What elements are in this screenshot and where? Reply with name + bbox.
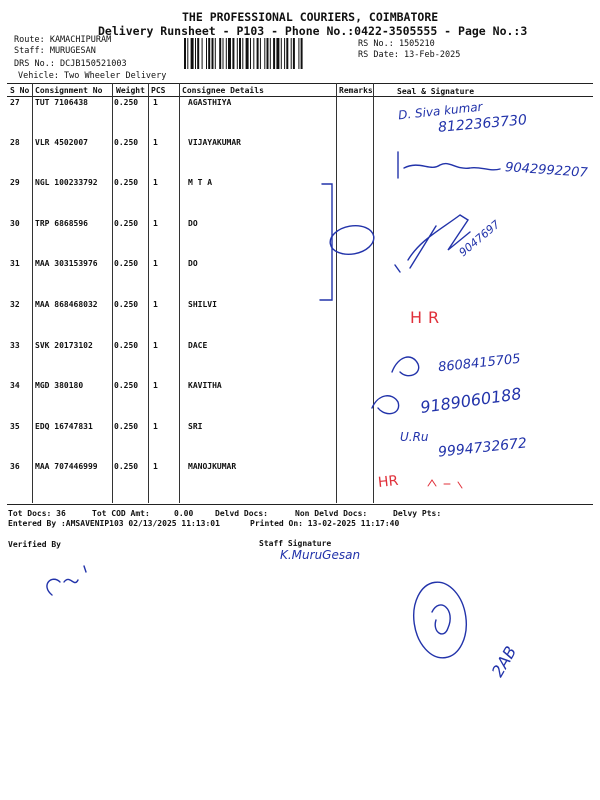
row-pcs: 1	[153, 219, 158, 228]
row-weight: 0.250	[114, 98, 139, 107]
row-weight: 0.250	[114, 300, 139, 309]
drs-number: DRS No.: DCJB150521003	[14, 59, 127, 69]
row-sno: 30	[10, 219, 20, 228]
rs-number: RS No.: 1505210	[358, 39, 435, 49]
row-consignee-name: SHILVI	[188, 300, 217, 309]
row-pcs: 1	[153, 178, 158, 187]
signature-row-27: D. Siva kumar	[397, 99, 484, 123]
row-sno: 28	[10, 138, 20, 147]
row-consignee-name: DO	[188, 259, 198, 268]
row-consignment-no: SVK 20173102	[35, 341, 93, 350]
phone-row-27: 8122363730	[437, 112, 528, 136]
phone-row-35: 9994732672	[437, 435, 528, 461]
row-sno: 36	[10, 462, 20, 471]
staff-signature-label: Staff Signature	[259, 539, 332, 548]
row-weight: 0.250	[114, 138, 139, 147]
row-consignment-no: MAA 303153976	[35, 259, 98, 268]
row-consignment-no: EDQ 16747831	[35, 422, 93, 431]
phone-row-34: 9189060188	[419, 384, 523, 417]
staff-signature-handwritten: K.MuruGesan	[280, 548, 361, 562]
row-consignee-name: KAVITHA	[188, 381, 222, 390]
row-consignee-name: AGASTHIYA	[188, 98, 232, 107]
entered-by: Entered By :AMSAVENIP103 02/13/2025 11:13:01	[8, 519, 220, 528]
row-consignment-no: VLR 4502007	[35, 138, 88, 147]
printed-on: Printed On: 13-02-2025 11:17:40	[250, 519, 400, 528]
row-consignment-no: TUT 7106438	[35, 98, 88, 107]
row-sno: 31	[10, 259, 20, 268]
vehicle-label: Vehicle: Two Wheeler Delivery	[18, 71, 167, 81]
tot-cod-label: Tot COD Amt:	[92, 509, 150, 518]
row-sno: 27	[10, 98, 20, 107]
row-pcs: 1	[153, 381, 158, 390]
phone-row-28: 9042992207	[504, 160, 589, 181]
verified-by: Verified By	[8, 540, 61, 549]
rs-date: RS Date: 13-Feb-2025	[358, 50, 461, 60]
col-consignee: Consignee Details	[182, 86, 264, 95]
row-consignee-name: MANOJKUMAR	[188, 462, 237, 471]
row-pcs: 1	[153, 259, 158, 268]
row-weight: 0.250	[114, 341, 139, 350]
tot-docs: Tot Docs: 36	[8, 509, 66, 518]
row-weight: 0.250	[114, 219, 139, 228]
row-consignment-no: MAA 868468032	[35, 300, 98, 309]
row-sno: 33	[10, 341, 20, 350]
row-consignment-no: TRP 6868596	[35, 219, 88, 228]
col-consignment: Consignment No	[35, 86, 103, 95]
row-consignment-no: MAA 707446999	[35, 462, 98, 471]
col-seal: Seal & Signature	[397, 87, 475, 96]
signature-row-35: U.Ru	[400, 430, 429, 444]
row-consignee-name: M T A	[188, 178, 213, 187]
row-weight: 0.250	[114, 381, 139, 390]
bottom-note: 2AB	[487, 642, 521, 681]
company-title: THE PROFESSIONAL COURIERS, COIMBATORE	[182, 10, 439, 24]
row-weight: 0.250	[114, 462, 139, 471]
row-pcs: 1	[153, 462, 158, 471]
delvd-docs: Delvd Docs:	[215, 509, 268, 518]
staff-label: Staff: MURUGESAN	[14, 46, 96, 56]
col-weight: Weight	[116, 86, 145, 95]
phone-row-33: 8608415705	[437, 351, 522, 376]
row-pcs: 1	[153, 422, 158, 431]
row-sno: 34	[10, 381, 20, 390]
row-weight: 0.250	[114, 178, 139, 187]
phone-row-30: 9047697	[456, 217, 503, 260]
col-pcs: PCS	[151, 86, 166, 95]
tot-cod-amount: 0.00	[174, 509, 194, 518]
row-pcs: 1	[153, 341, 158, 350]
row-weight: 0.250	[114, 422, 139, 431]
row-sno: 32	[10, 300, 20, 309]
row-pcs: 1	[153, 98, 158, 107]
row-weight: 0.250	[114, 259, 139, 268]
row-consignee-name: DO	[188, 219, 198, 228]
hr-mark-row-32: HR	[410, 308, 446, 327]
row-sno: 29	[10, 178, 20, 187]
delvy-pts: Delvy Pts:	[393, 509, 442, 518]
non-delvd-docs: Non Delvd Docs:	[295, 509, 368, 518]
route-label: Route: KAMACHIPURAM	[14, 35, 112, 45]
row-consignment-no: MGD 380180	[35, 381, 84, 390]
col-sno: S No	[10, 86, 30, 95]
row-sno: 35	[10, 422, 20, 431]
row-consignee-name: SRI	[188, 422, 203, 431]
hr-mark-row-36: HR	[377, 472, 400, 492]
row-pcs: 1	[153, 300, 158, 309]
row-consignee-name: VIJAYAKUMAR	[188, 138, 241, 147]
col-remarks: Remarks	[339, 86, 373, 95]
row-consignee-name: DACE	[188, 341, 208, 350]
row-pcs: 1	[153, 138, 158, 147]
runsheet-title: Delivery Runsheet - P103 - Phone No.:0422-3505555 - Page No.:3	[98, 24, 528, 38]
row-consignment-no: NGL 100233792	[35, 178, 98, 187]
